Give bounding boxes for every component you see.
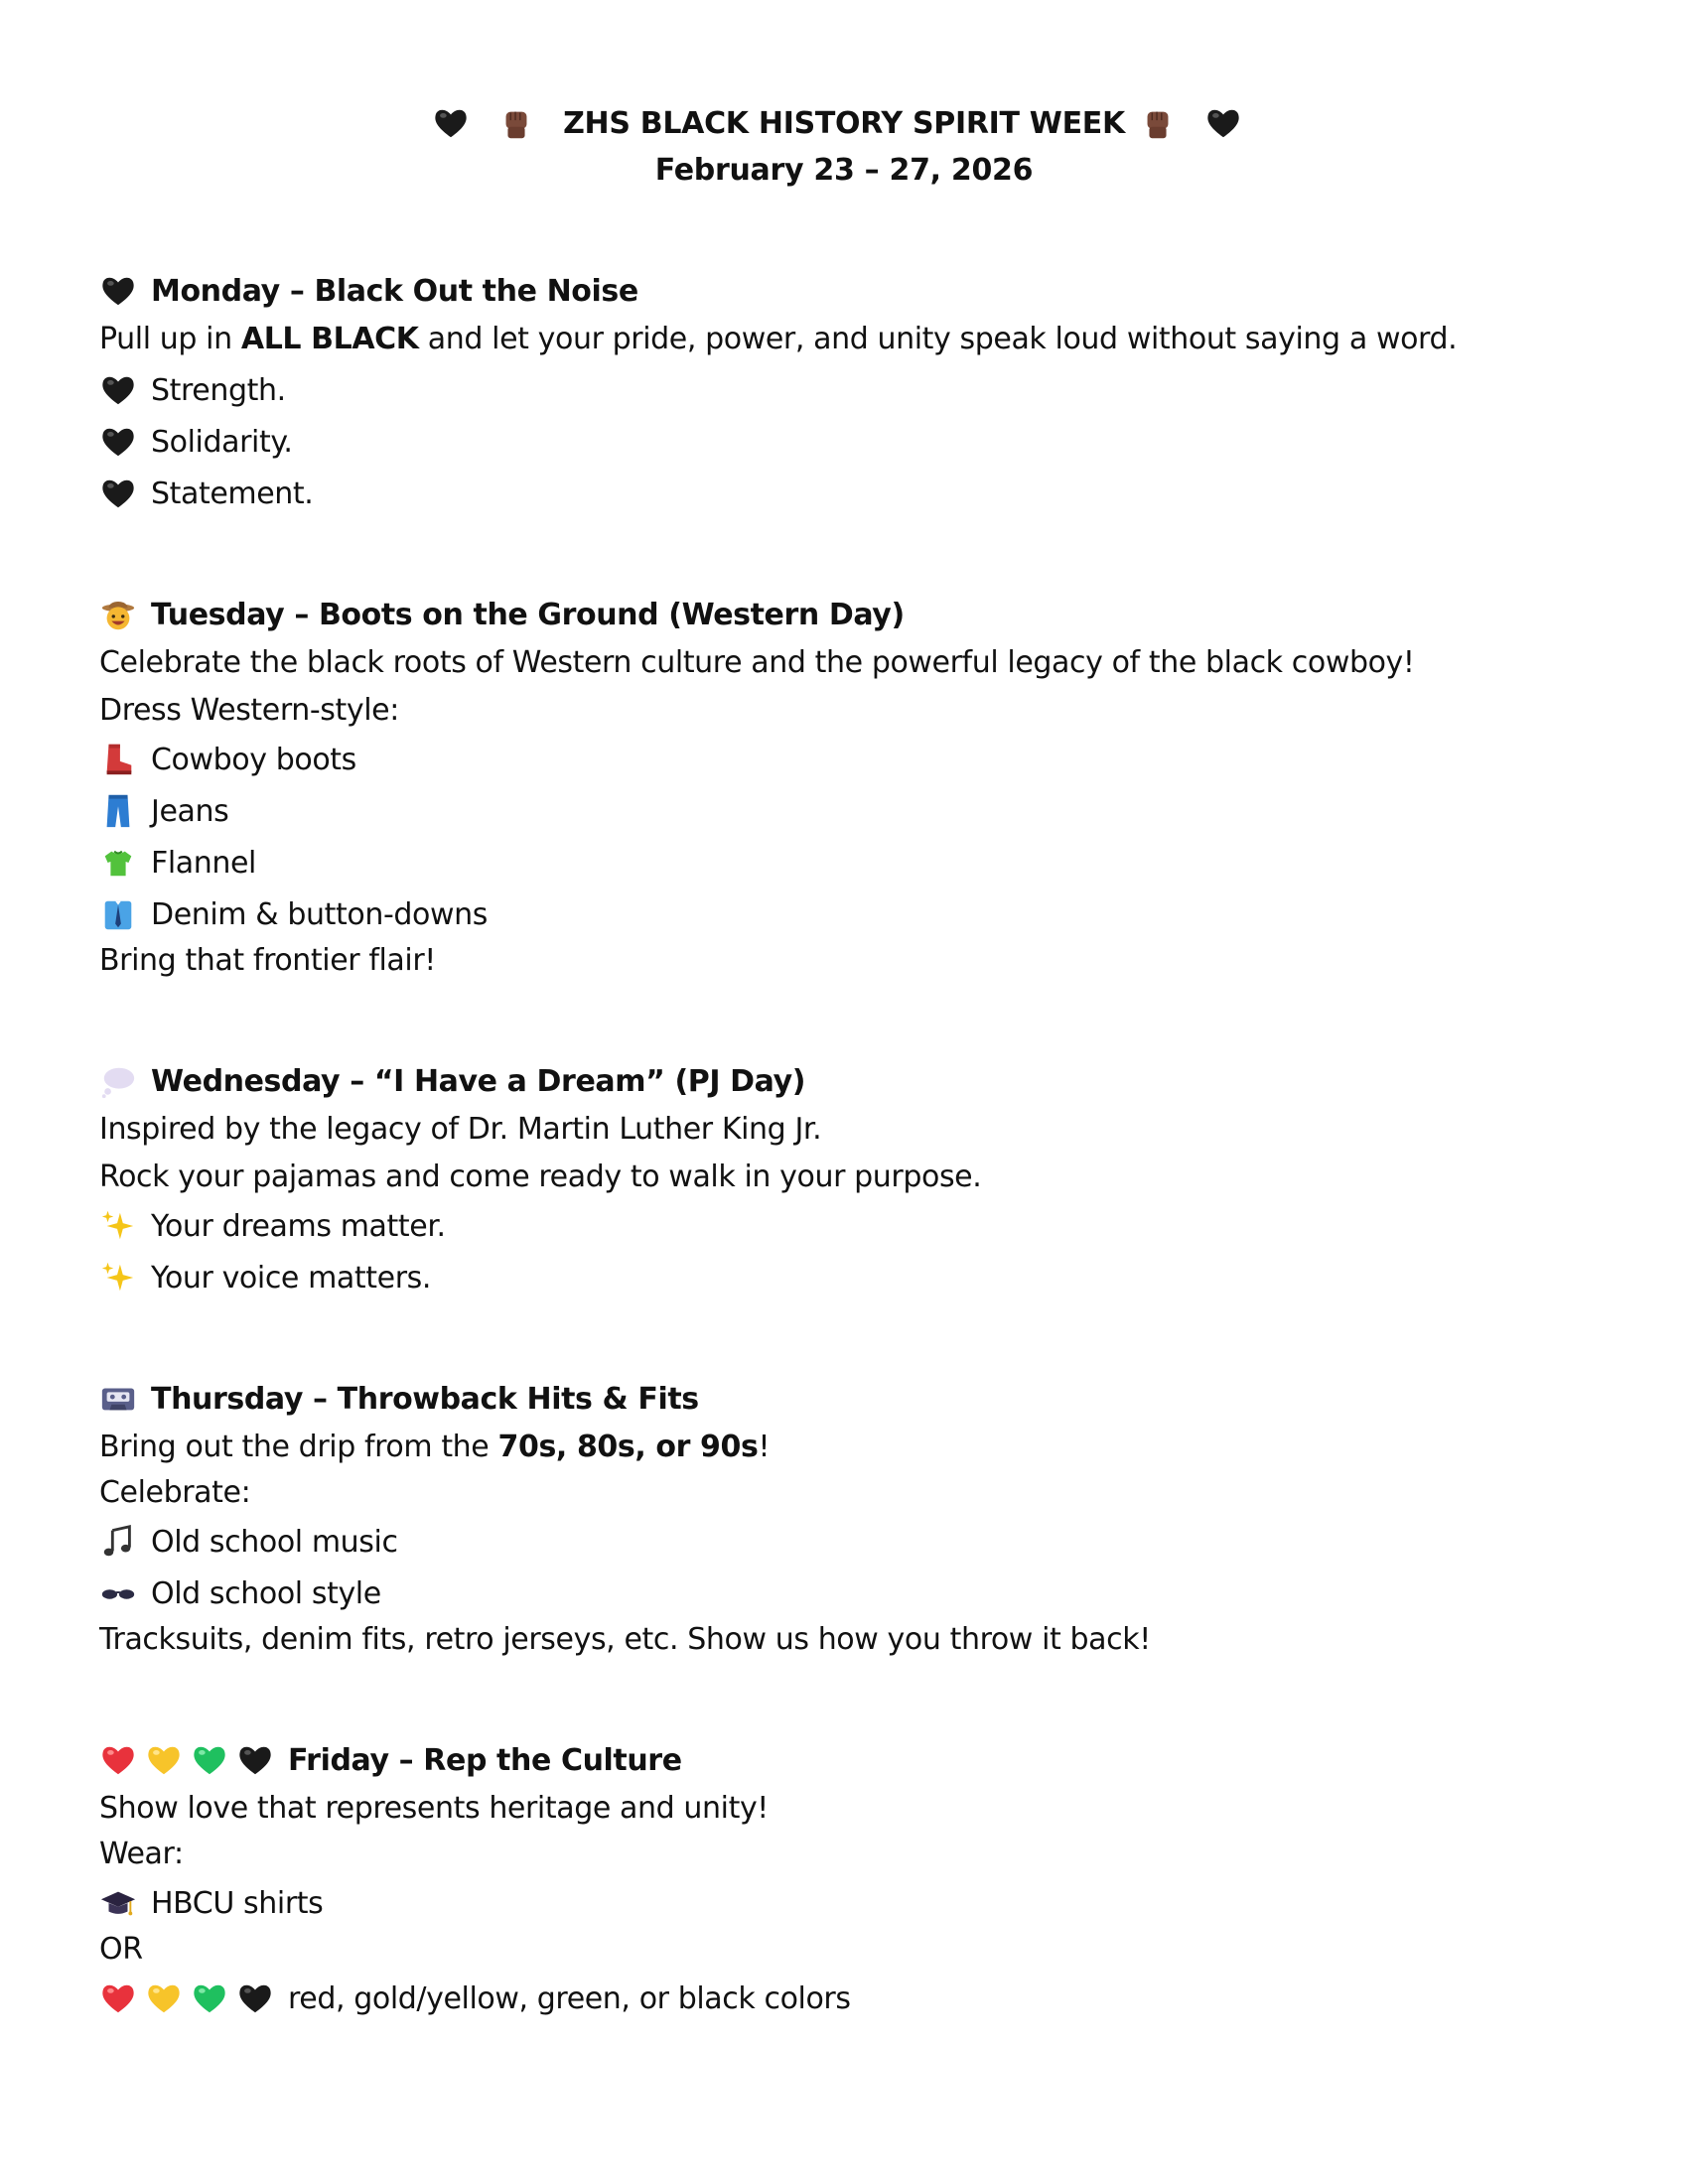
necktie-shirt-icon (99, 895, 137, 933)
cassette-icon (99, 1380, 137, 1418)
thursday-closing: Tracksuits, denim fits, retro jerseys, etc. Show us how you throw it back! (99, 1621, 1151, 1657)
thursday-intro: Celebrate: (99, 1474, 251, 1510)
list-item (99, 790, 228, 832)
friday-heart-icons (99, 1741, 274, 1779)
list-item-text: red, gold/yellow, green, or black colors (288, 1980, 851, 2016)
list-item (99, 1521, 398, 1563)
list-item (99, 473, 313, 514)
shirt-icon (99, 844, 137, 882)
list-item-text: Jeans (151, 793, 229, 829)
friday-color-icons (99, 1979, 274, 2017)
friday-or: OR (99, 1931, 143, 1967)
thought-bubble-icon (99, 1062, 137, 1100)
list-item-text: Solidarity. (151, 424, 293, 460)
page-title: ZHS BLACK HISTORY SPIRIT WEEK (563, 105, 1125, 141)
black-heart-icon (432, 104, 470, 142)
music-notes-icon (99, 1523, 137, 1561)
list-item (99, 842, 256, 884)
black-heart-icon (236, 1979, 274, 2017)
monday-heading: Monday – Black Out the Noise (151, 273, 638, 309)
thursday-heading-row (99, 1378, 699, 1420)
raised-fist-icon (497, 104, 535, 142)
list-item (99, 1205, 446, 1247)
list-item (99, 369, 286, 411)
list-item (99, 421, 293, 463)
tuesday-intro: Dress Western-style: (99, 692, 399, 728)
wednesday-heading: Wednesday – “I Have a Dream” (PJ Day) (151, 1063, 806, 1099)
tuesday-description: Celebrate the black roots of Western culture and the powerful legacy of the black cowboy! (99, 644, 1415, 680)
black-heart-icon (99, 475, 137, 512)
monday-desc-text-end: and let your pride, power, and unity speak loud without saying a word. (418, 321, 1458, 356)
black-heart-icon (99, 371, 137, 409)
friday-description: Show love that represents heritage and unity! (99, 1790, 769, 1826)
event-date: February 23 – 27, 2026 (654, 153, 1034, 188)
yellow-heart-icon (145, 1979, 183, 2017)
monday-heading-row (99, 270, 638, 312)
monday-description (99, 318, 1457, 359)
thursday-heading: Thursday – Throwback Hits & Fits (151, 1381, 699, 1417)
black-heart-icon (99, 423, 137, 461)
sunglasses-icon (99, 1574, 137, 1612)
friday-heading: Friday – Rep the Culture (288, 1742, 682, 1778)
thursday-description (99, 1426, 770, 1467)
tuesday-closing: Bring that frontier flair! (99, 942, 436, 978)
black-heart-icon (99, 272, 137, 310)
thursday-desc-emphasis: 70s, 80s, or 90s (497, 1429, 759, 1464)
page-title-row (0, 103, 1688, 143)
tuesday-heading: Tuesday – Boots on the Ground (Western Day) (151, 597, 905, 632)
black-heart-icon (236, 1741, 274, 1779)
jeans-icon (99, 792, 137, 830)
sparkles-icon (99, 1259, 137, 1297)
cowboy-face-icon (99, 596, 137, 633)
red-heart-icon (99, 1741, 137, 1779)
thursday-desc-text: Bring out the drip from the (99, 1429, 498, 1464)
wednesday-line-1: Inspired by the legacy of Dr. Martin Luther King Jr. (99, 1111, 822, 1147)
black-heart-icon (1204, 104, 1242, 142)
list-item-text: Your dreams matter. (151, 1208, 446, 1244)
list-item-text: Strength. (151, 372, 286, 408)
list-item-text: Your voice matters. (151, 1260, 431, 1296)
list-item (99, 1257, 431, 1298)
list-item-text: Flannel (151, 845, 256, 881)
monday-desc-text: Pull up in (99, 321, 241, 356)
yellow-heart-icon (145, 1741, 183, 1779)
graduation-cap-icon (99, 1884, 137, 1922)
red-heart-icon (99, 1979, 137, 2017)
wednesday-heading-row (99, 1060, 805, 1102)
monday-desc-emphasis: ALL BLACK (240, 321, 419, 356)
tuesday-heading-row (99, 594, 905, 635)
thursday-desc-text-end: ! (758, 1429, 771, 1464)
friday-intro: Wear: (99, 1836, 184, 1871)
list-item-text: Denim & button-downs (151, 896, 488, 932)
list-item-text: Old school style (151, 1575, 381, 1611)
sparkles-icon (99, 1207, 137, 1245)
raised-fist-icon (1139, 104, 1177, 142)
boot-icon (99, 741, 137, 778)
list-item (99, 739, 356, 780)
list-item-text: Statement. (151, 476, 314, 511)
green-heart-icon (191, 1741, 228, 1779)
green-heart-icon (191, 1979, 228, 2017)
list-item (99, 1572, 381, 1614)
list-item-text: Cowboy boots (151, 742, 356, 777)
list-item (99, 1882, 323, 1924)
list-item (99, 893, 488, 935)
wednesday-line-2: Rock your pajamas and come ready to walk in your purpose. (99, 1159, 982, 1194)
list-item-text: HBCU shirts (151, 1885, 324, 1921)
list-item-text: Old school music (151, 1524, 398, 1560)
list-item (99, 1978, 851, 2019)
friday-heading-row (99, 1739, 682, 1781)
